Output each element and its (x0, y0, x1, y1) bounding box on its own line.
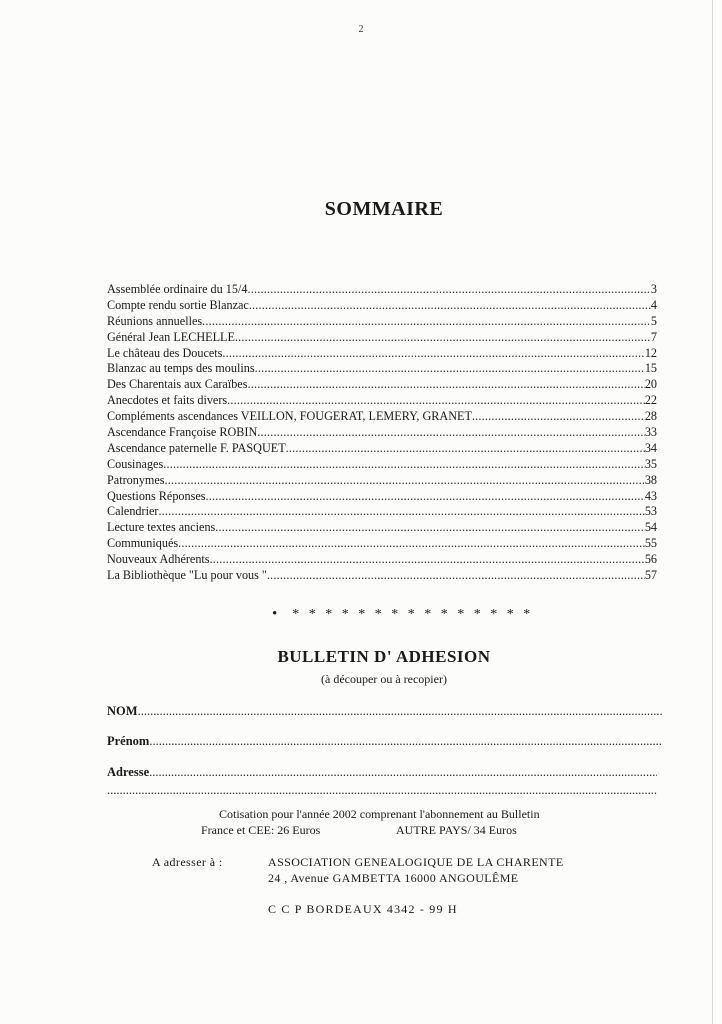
adresse-field[interactable] (107, 765, 657, 780)
toc-leader-dots (247, 377, 644, 393)
toc-entry-page: 43 (644, 488, 657, 503)
separator (272, 606, 533, 623)
cotisation-text: Cotisation pour l'année 2002 comprenant l'abonnement au Bulletin (219, 807, 540, 821)
page-edge (712, 0, 713, 1024)
toc-entry-label: Ascendance paternelle F. PASQUET (107, 440, 286, 455)
toc-entry (107, 568, 657, 584)
prenom-label: Prénom (107, 734, 150, 748)
separator-bullet: • (272, 606, 281, 622)
prenom-field[interactable] (107, 734, 663, 749)
toc-leader-dots (472, 409, 645, 425)
toc-entry-page: 22 (644, 393, 657, 408)
toc-leader-dots (235, 330, 651, 346)
toc-entry-label: Des Charentais aux Caraïbes (107, 377, 248, 392)
toc-entry-page: 56 (644, 552, 657, 567)
toc-entry-label: Questions Réponses (107, 488, 206, 503)
toc-entry (107, 346, 657, 362)
nom-label: NOM (107, 704, 138, 718)
toc-entry (107, 473, 657, 489)
toc-entry-page: 35 (644, 456, 657, 471)
toc-leader-dots (165, 473, 645, 489)
toc-entry-label: Calendrier (107, 504, 159, 519)
toc-leader-dots (178, 536, 645, 552)
bulletin-subtitle: (à découper ou à recopier) (321, 672, 447, 686)
toc-entry-label: Réunions annuelles (107, 313, 203, 328)
toc-entry-page: 28 (644, 409, 657, 424)
toc-entry (107, 425, 657, 441)
toc-leader-dots (210, 552, 645, 568)
ccp-account: C C P BORDEAUX 4342 - 99 H (268, 902, 458, 916)
toc-entry (107, 314, 657, 330)
separator-stars: * * * * * * * * * * * * * * * (292, 607, 534, 622)
toc-entry-label: Blanzac au temps des moulins (107, 361, 255, 376)
toc-entry-page: 54 (644, 520, 657, 535)
toc-leader-dots (257, 425, 645, 441)
toc-entry (107, 520, 657, 536)
toc-entry (107, 441, 657, 457)
toc-leader-dots (227, 393, 645, 409)
toc-leader-dots (202, 314, 651, 330)
toc-entry-label: Nouveaux Adhérents (107, 552, 210, 567)
toc-entry-page: 7 (650, 329, 657, 344)
toc-leader-dots (222, 346, 644, 362)
toc-entry-page: 4 (650, 297, 657, 312)
toc-entry (107, 361, 657, 377)
toc-entry-label: Patronymes (107, 472, 165, 487)
toc-entry-label: Ascendance Françoise ROBIN (107, 425, 258, 440)
toc-entry-page: 34 (644, 440, 657, 455)
toc-leader-dots (163, 457, 645, 473)
toc-leader-dots (215, 520, 645, 536)
toc-entry (107, 393, 657, 409)
toc-entry-page: 12 (644, 345, 657, 360)
cotisation-france: France et CEE: 26 Euros (201, 823, 321, 837)
toc-entry-page: 20 (644, 377, 657, 392)
toc-entry-label: Anecdotes et faits divers (107, 393, 228, 408)
toc-leader-dots (249, 298, 651, 314)
toc-entry (107, 298, 657, 314)
toc-entry-label: Général Jean LECHELLE (107, 329, 235, 344)
toc-entry-page: 33 (644, 425, 657, 440)
toc-entry (107, 377, 657, 393)
toc-entry-label: Communiqués (107, 536, 179, 551)
toc-entry (107, 409, 657, 425)
adresse-dotted-line-2[interactable] (107, 783, 657, 798)
toc-leader-dots (255, 361, 645, 377)
address-label: A adresser à : (152, 855, 223, 869)
toc-entry (107, 457, 657, 473)
toc-entry-label: Assemblée ordinaire du 15/4 (107, 282, 248, 296)
nom-field[interactable] (107, 704, 663, 719)
address-line-2: 24 , Avenue GAMBETTA 16000 ANGOULÊME (268, 871, 519, 885)
toc-entry-page: 15 (644, 361, 657, 376)
table-of-contents (107, 282, 657, 584)
toc-entry-label: La Bibliothèque "Lu pour vous " (107, 568, 267, 583)
toc-entry-page: 3 (650, 282, 657, 296)
nom-dotted-line[interactable] (138, 704, 663, 719)
toc-entry (107, 282, 657, 298)
address-line-1: ASSOCIATION GENEALOGIQUE DE LA CHARENTE (268, 855, 564, 869)
toc-leader-dots (206, 489, 645, 505)
toc-entry-page: 38 (644, 472, 657, 487)
toc-entry-label: Compléments ascendances VEILLON, FOUGERAT, LEMERY, GRANET (107, 409, 472, 424)
page-number: 2 (358, 24, 364, 35)
toc-entry (107, 536, 657, 552)
toc-entry (107, 552, 657, 568)
toc-entry-page: 55 (644, 536, 657, 551)
toc-leader-dots (158, 504, 644, 520)
toc-entry-label: Lecture textes anciens (107, 520, 216, 535)
adresse-label: Adresse (107, 765, 150, 779)
toc-entry (107, 330, 657, 346)
toc-entry-label: Le château des Doucets (107, 345, 223, 360)
toc-leader-dots (247, 282, 650, 298)
toc-entry-label: Cousinages (107, 456, 164, 471)
cotisation-autre-pays: AUTRE PAYS/ 34 Euros (396, 823, 517, 837)
adresse-dotted-line[interactable] (149, 765, 657, 780)
toc-entry (107, 489, 657, 505)
toc-leader-dots (286, 441, 645, 457)
page-title: SOMMAIRE (324, 198, 444, 220)
toc-leader-dots (267, 568, 645, 584)
adresse-field-line-2[interactable] (107, 783, 657, 798)
toc-entry-label: Compte rendu sortie Blanzac (107, 297, 249, 312)
toc-entry-page: 57 (644, 568, 657, 583)
prenom-dotted-line[interactable] (149, 734, 663, 749)
toc-entry-page: 5 (650, 313, 657, 328)
toc-entry-page: 53 (644, 504, 657, 519)
toc-entry (107, 504, 657, 520)
bulletin-title: BULLETIN D' ADHESION (277, 647, 491, 666)
